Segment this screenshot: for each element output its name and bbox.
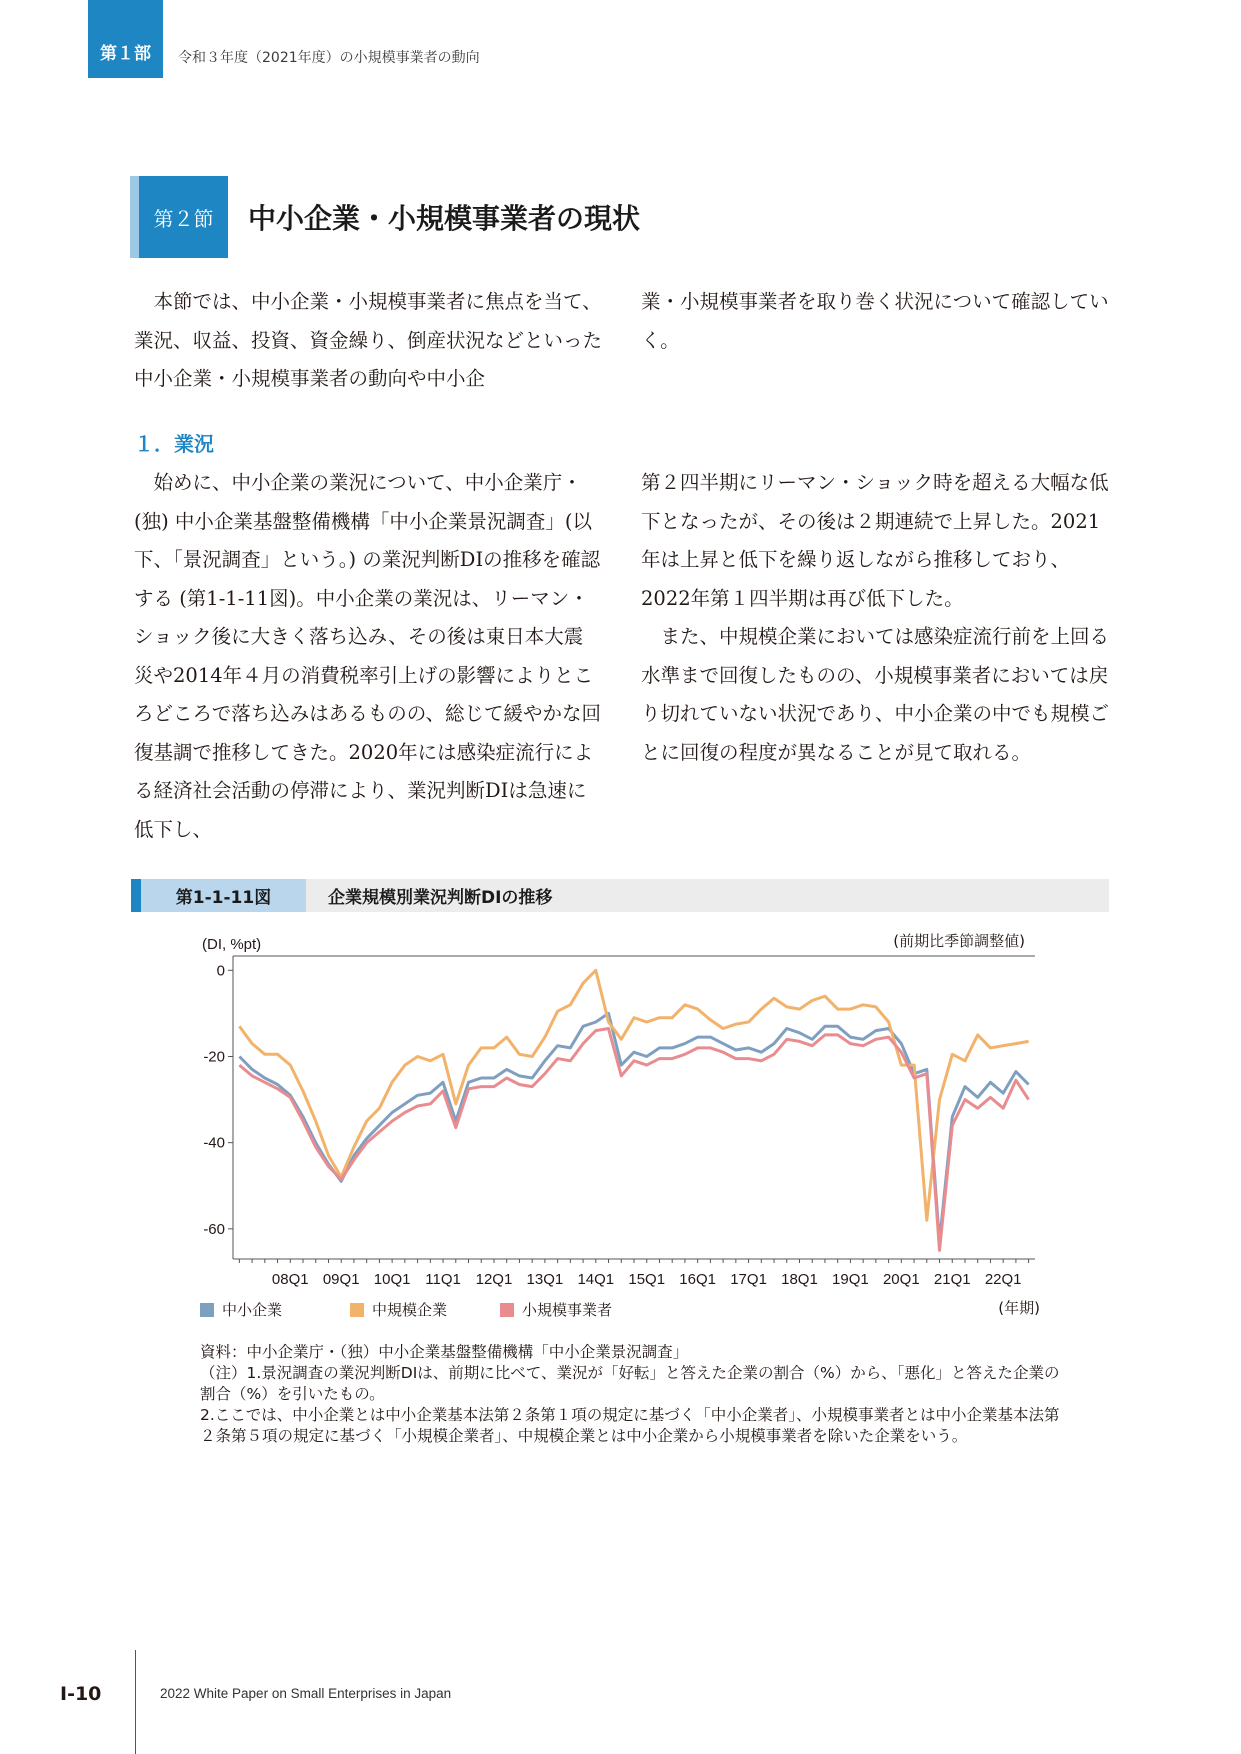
intro-left-column [134,283,602,399]
legend-label-1: 中小企業 [222,1301,283,1319]
intro-right-column [641,283,1113,360]
figure-caption-bar [131,879,1109,912]
note-1: （注）1.景況調査の業況判断DIは、前期に比べて、業況が「好転」と答えた企業の割合（%）から、「悪化」と答えた企業の割合（%）を引いたもの。 [200,1364,1060,1403]
part-label: 第１部 [100,44,151,64]
section-label: 第２節 [130,176,228,258]
x-tick-label: 22Q1 [984,1271,1022,1288]
part-tab [88,0,163,78]
x-tick-label: 17Q1 [730,1271,767,1288]
source-note: 資料：中小企業庁・（独）中小企業基盤整備機構「中小企業景況調査」 [200,1343,689,1361]
figure-number: 第1-1-11図 [131,879,306,912]
publication-title: 2022 White Paper on Small Enterprises in Japan [160,1686,452,1701]
intro-paragraph-continued: 業・小規模事業者を取り巻く状況について確認していく。 [641,290,1109,352]
x-tick-label: 13Q1 [526,1271,564,1288]
x-tick-label: 21Q1 [933,1271,971,1288]
legend-label-3: 小規模事業者 [522,1301,613,1319]
y-axis-title: (DI, %pt) [202,936,262,953]
body-left-column [134,464,602,849]
line-chart [190,924,1070,1324]
x-tick-label: 19Q1 [832,1271,869,1288]
series-line-2 [239,970,1028,1220]
series-line-1 [239,1013,1028,1241]
x-tick-label: 11Q1 [425,1271,461,1288]
y-tick-label: -60 [203,1220,225,1238]
figure-title: 企業規模別業況判断DIの推移 [328,888,553,908]
x-tick-label: 16Q1 [679,1271,717,1288]
running-header-title: 令和３年度（2021年度）の小規模事業者の動向 [178,50,480,66]
x-tick-label: 20Q1 [882,1271,920,1288]
legend-label-2: 中規模企業 [372,1301,448,1319]
legend-swatch-3 [500,1303,514,1317]
x-tick-label: 12Q1 [475,1271,513,1288]
body-right-column [641,464,1113,772]
x-axis-unit: (年期) [998,1299,1040,1317]
x-tick-label: 08Q1 [271,1271,309,1288]
section-title: 中小企業・小規模事業者の現状 [248,202,641,235]
y-tick-label: -40 [203,1134,225,1152]
x-tick-label: 14Q1 [577,1271,615,1288]
body-paragraph-2: また、中規模企業においては感染症流行前を上回る水準まで回復したものの、小規模事業者においては戻り切れていない状況であり、中小企業の中でも規模ごとに回復の程度が異なることが見て取れる。 [641,625,1110,764]
footer-divider [135,1650,136,1754]
y-tick-label: 0 [216,962,225,980]
x-tick-label: 10Q1 [373,1271,411,1288]
intro-paragraph: 本節では、中小企業・小規模事業者に焦点を当て、業況、収益、投資、資金繰り、倒産状況などといった中小企業・小規模事業者の動向や中小企 [134,290,603,390]
page-number: Ⅰ-10 [60,1683,102,1705]
y-tick-label: -20 [203,1048,225,1066]
legend-swatch-1 [200,1303,214,1317]
body-paragraph: 始めに、中小企業の業況について、中小企業庁・(独) 中小企業基盤整備機構「中小企業景況調査」(以下、「景況調査」という。) の業況判断DIの推移を確認する (第1-1-11図)。中小企業の業況は、リーマン・ショック後に大きく落ち込み、その後は東日本大震災や2014年４月の消費税率引上げの影響によりところどころで落ち込みはあるものの、総じて緩やかな回復基調で推移してきた。2020年には感染症流行による経済社会活動の停滞により、業況判断DIは急速に低下し、 [134,471,602,841]
chart-note: (前期比季節調整値) [893,932,1025,950]
section-heading [130,176,640,258]
x-tick-label: 18Q1 [781,1271,818,1288]
note-2: 2.ここでは、中小企業とは中小企業基本法第２条第１項の規定に基づく「中小企業者」、小規模事業者とは中小企業基本法第２条第５項の規定に基づく「小規模企業者」、中規模企業とは中小企業から小規模事業者を除いた企業をいう。 [200,1406,1060,1445]
x-tick-label: 15Q1 [628,1271,666,1288]
body-paragraph-continued: 第２四半期にリーマン・ショック時を超える大幅な低下となったが、その後は２期連続で上昇した。2021年は上昇と低下を繰り返しながら推移しており、2022年第１四半期は再び低下した。 [641,471,1109,610]
legend-swatch-2 [350,1303,364,1317]
subsection-title: １．業況 [134,432,214,456]
x-tick-label: 09Q1 [322,1271,360,1288]
figure-notes [200,1342,1060,1447]
